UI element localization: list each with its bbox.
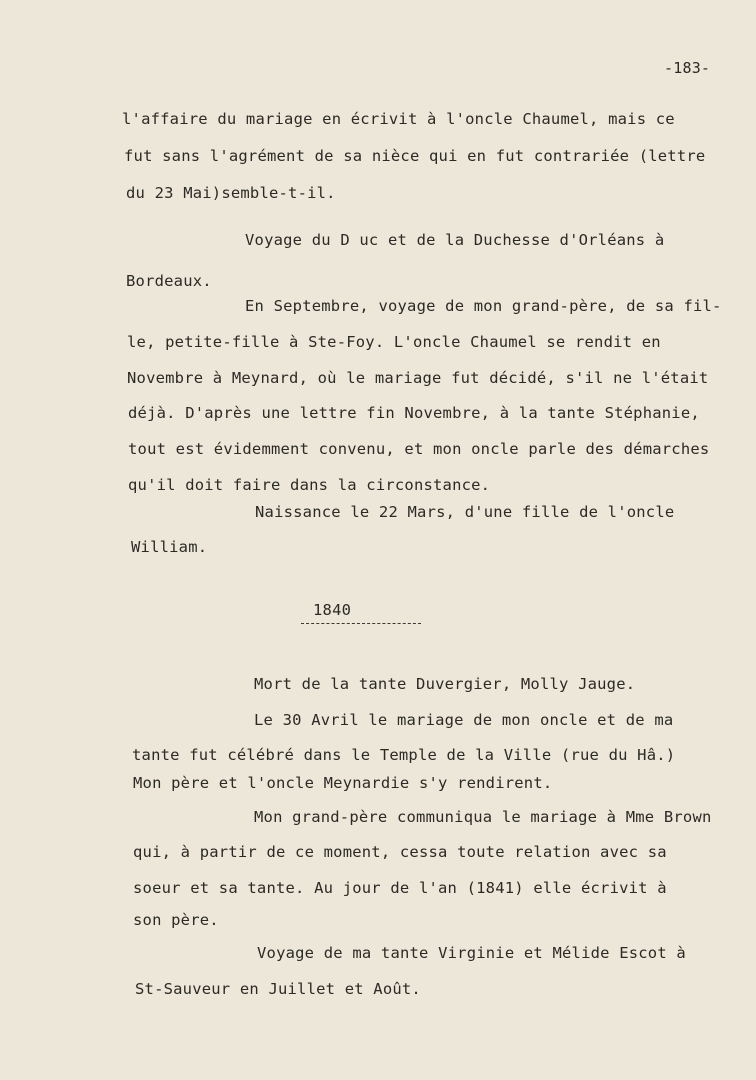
text-line: Voyage du D uc et de la Duchesse d'Orléans à — [245, 231, 665, 249]
year-heading: 1840 — [313, 601, 352, 619]
text-line: tout est évidemment convenu, et mon oncle parle des démarches — [128, 440, 710, 458]
text-line: déjà. D'après une lettre fin Novembre, à la tante Stéphanie, — [128, 404, 700, 422]
text-line: soeur et sa tante. Au jour de l'an (1841) elle écrivit à — [133, 879, 667, 897]
text-line: l'affaire du mariage en écrivit à l'oncle Chaumel, mais ce — [122, 110, 675, 128]
text-line: fut sans l'agrément de sa nièce qui en fut contrariée (lettre — [124, 147, 706, 165]
page-number: -183- — [664, 59, 711, 77]
text-line: En Septembre, voyage de mon grand-père, de sa fil- — [245, 297, 722, 315]
year-underline — [301, 623, 421, 624]
text-line: William. — [131, 538, 208, 556]
text-line: Mort de la tante Duvergier, Molly Jauge. — [254, 675, 636, 693]
text-line: tante fut célébré dans le Temple de la Ville (rue du Hâ.) — [132, 746, 676, 764]
text-line: Mon grand-père communiqua le mariage à Mme Brown — [254, 808, 712, 826]
text-line: Naissance le 22 Mars, d'une fille de l'oncle — [255, 503, 675, 521]
text-line: Novembre à Meynard, où le mariage fut décidé, s'il ne l'était — [127, 369, 709, 387]
text-line: Bordeaux. — [126, 272, 212, 290]
text-line: qui, à partir de ce moment, cessa toute relation avec sa — [133, 843, 667, 861]
text-line: du 23 Mai)semble-t-il. — [126, 184, 336, 202]
text-line: Le 30 Avril le mariage de mon oncle et de ma — [254, 711, 674, 729]
text-line: St-Sauveur en Juillet et Août. — [135, 980, 421, 998]
text-line: qu'il doit faire dans la circonstance. — [128, 476, 491, 494]
text-line: Voyage de ma tante Virginie et Mélide Escot à — [257, 944, 686, 962]
text-line: le, petite-fille à Ste-Foy. L'oncle Chaumel se rendit en — [127, 333, 661, 351]
text-line: Mon père et l'oncle Meynardie s'y rendirent. — [133, 774, 553, 792]
text-line: son père. — [133, 911, 219, 929]
